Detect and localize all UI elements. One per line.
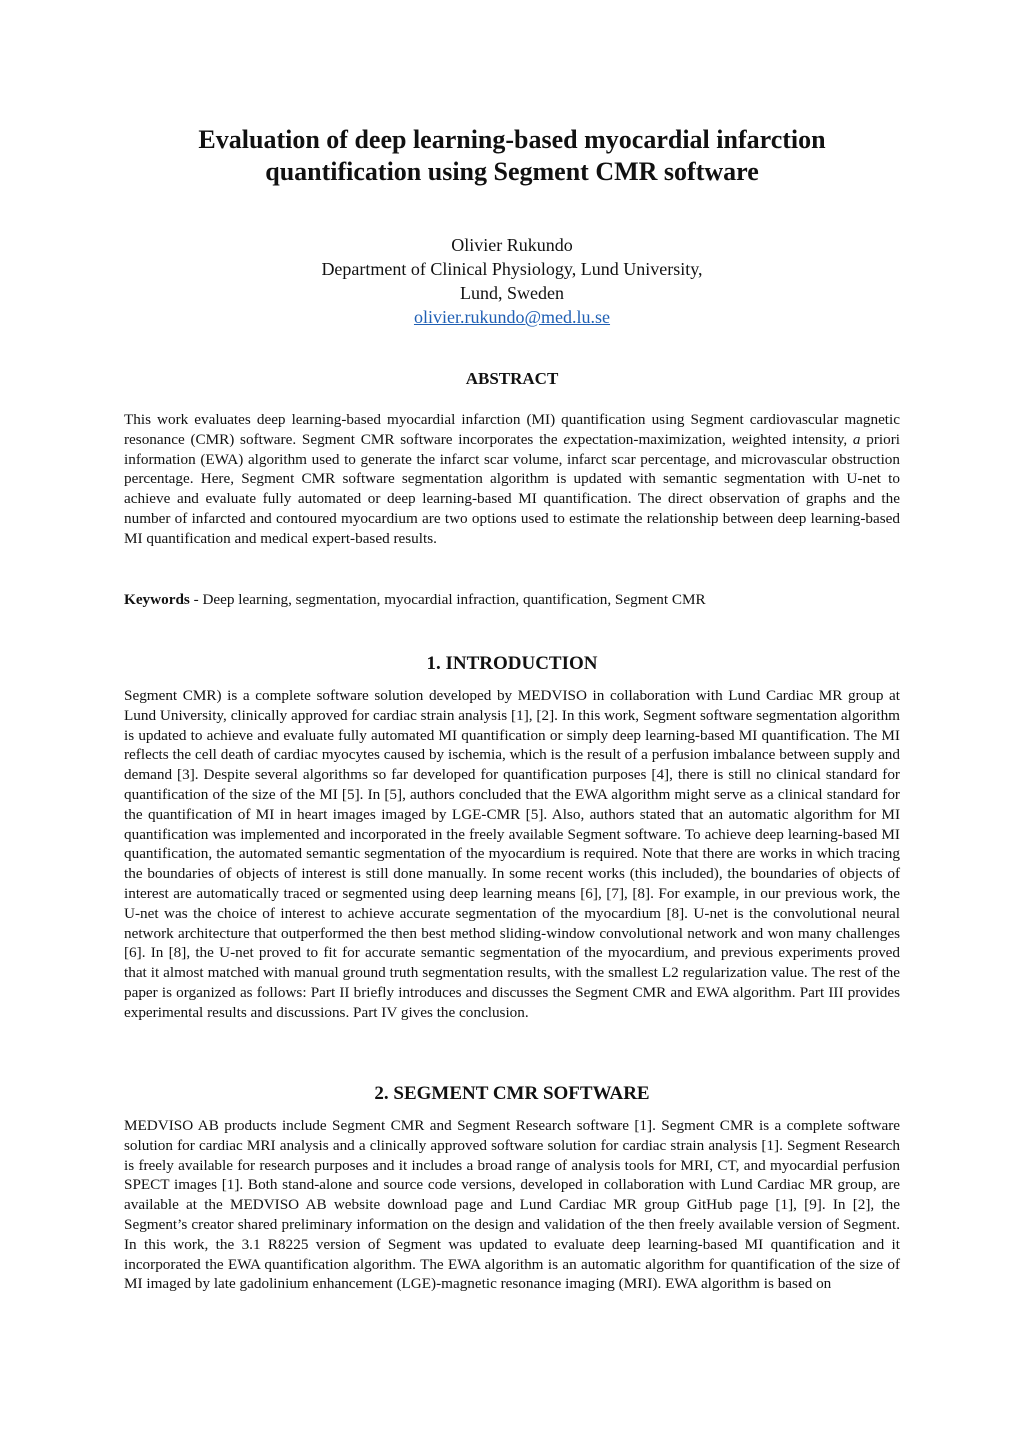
- paper-title: [150, 124, 874, 188]
- author-location: Lund, Sweden: [460, 283, 564, 303]
- author-affiliation: Department of Clinical Physiology, Lund University,: [321, 259, 703, 279]
- abstract-em-a: a: [852, 430, 861, 448]
- keywords-label: Keywords: [124, 591, 190, 608]
- section-heading-introduction: 1. INTRODUCTION: [426, 653, 598, 674]
- keywords-text: - Deep learning, segmentation, myocardial infraction, quantification, Segment CMR: [189, 591, 706, 608]
- abstract-em-e: e: [563, 430, 571, 448]
- abstract-text-part-c: eighted intensity,: [741, 430, 853, 448]
- abstract-text-part-b: xpectation-maximization,: [570, 430, 732, 448]
- title-line-2: quantification using Segment CMR software: [265, 157, 759, 186]
- segment-cmr-text: MEDVISO AB products include Segment CMR and Segment Research software [1]. Segment CMR is a complete software solution for cardiac MRI analysis and a clinically approved software solution for cardiac strain analysis [1]. Segment Research is freely available for research purposes and it includes a broad range of analysis tools for MRI, CT, and myocardial perfusion SPECT images [1]. Both stand-alone and source code versions, developed in collaboration with Lund Cardiac MR group, are available at the MEDVISO AB website download page and Lund Cardiac MR group GitHub page [1], [9]. In [2], the Segment’s creator shared preliminary information on the design and validation of the then freely available version of Segment. In this work, the 3.1 R8225 version of Segment was updated to evaluate deep learning-based MI quantification and it incorporated the EWA quantification algorithm. The EWA algorithm is an automatic algorithm for quantification of the size of MI imaged by late gadolinium enhancement (LGE)-magnetic resonance imaging (MRI). EWA algorithm is based on: [124, 1117, 900, 1293]
- abstract-text-part-a: This work evaluates deep learning-based myocardial infarction (MI) quantification using Segment cardiovascular magnetic resonance (CMR) software. Segment CMR software incorporates the: [124, 411, 900, 448]
- author-email-link[interactable]: olivier.rukundo@med.lu.se: [413, 307, 611, 327]
- title-line-1: Evaluation of deep learning-based myocardial infarction: [198, 125, 826, 154]
- abstract-heading: ABSTRACT: [465, 369, 559, 388]
- section-heading-segment-cmr: 2. SEGMENT CMR SOFTWARE: [374, 1083, 650, 1104]
- keywords: [124, 590, 900, 610]
- abstract-em-w: w: [731, 430, 742, 448]
- introduction-text: Segment CMR) is a complete software solution developed by MEDVISO in collaboration with Lund Cardiac MR group at Lund University, clinically approved for cardiac strain analysis [1], [2]. In this work, Segment software segmentation algorithm is updated to achieve and evaluate fully automated MI quantification or simply deep learning-based MI quantification. The MI reflects the cell death of cardiac myocytes caused by ischemia, which is the result of a perfusion imbalance between supply and demand [3]. Despite several algorithms so far developed for quantification purposes [4], there is still no clinical standard for quantification of the size of the MI [5]. In [5], authors concluded that the EWA algorithm might serve as a clinical standard for the quantification of MI in heart images imaged by LGE-CMR [5]. Also, authors stated that an automatic algorithm for MI quantification was implemented and incorporated in the freely available Segment software. To achieve deep learning-based MI quantification, the automated semantic segmentation of the myocardium is required. Note that there are works in which tracing the boundaries of objects of interest is still done manually. In some recent works (this included), the boundaries of objects of interest are automatically traced or segmented using deep learning means [6], [7], [8]. For example, in our previous work, the U-net was the choice of interest to achieve accurate segmentation of the myocardium [8]. U-net is the convolutional neural network architecture that outperformed the then best method sliding-window convolutional network and won many challenges [6]. In [8], the U-net proved to fit for accurate semantic segmentation of the myocardium, and previous experiments proved that it almost matched with manual ground truth segmentation results, with the smallest L2 regularization value. The rest of the paper is organized as follows: Part II briefly introduces and discusses the Segment CMR and EWA algorithm. Part III provides experimental results and discussions. Part IV gives the conclusion.: [124, 687, 900, 1021]
- abstract-text-part-d: priori information (EWA) algorithm used to generate the infarct scar volume, infarct scar percentage, and microvascular obstruction percentage. Here, Segment CMR software segmentation algorithm is updated with semantic segmentation with U-net to achieve and evaluate fully automated or deep learning-based MI quantification. The direct observation of graphs and the number of infarcted and contoured myocardium are two options used to estimate the relationship between deep learning-based MI quantification and medical expert-based results.: [124, 430, 900, 547]
- author-block: [200, 233, 824, 329]
- author-name: Olivier Rukundo: [451, 235, 573, 255]
- abstract-text: [124, 410, 900, 549]
